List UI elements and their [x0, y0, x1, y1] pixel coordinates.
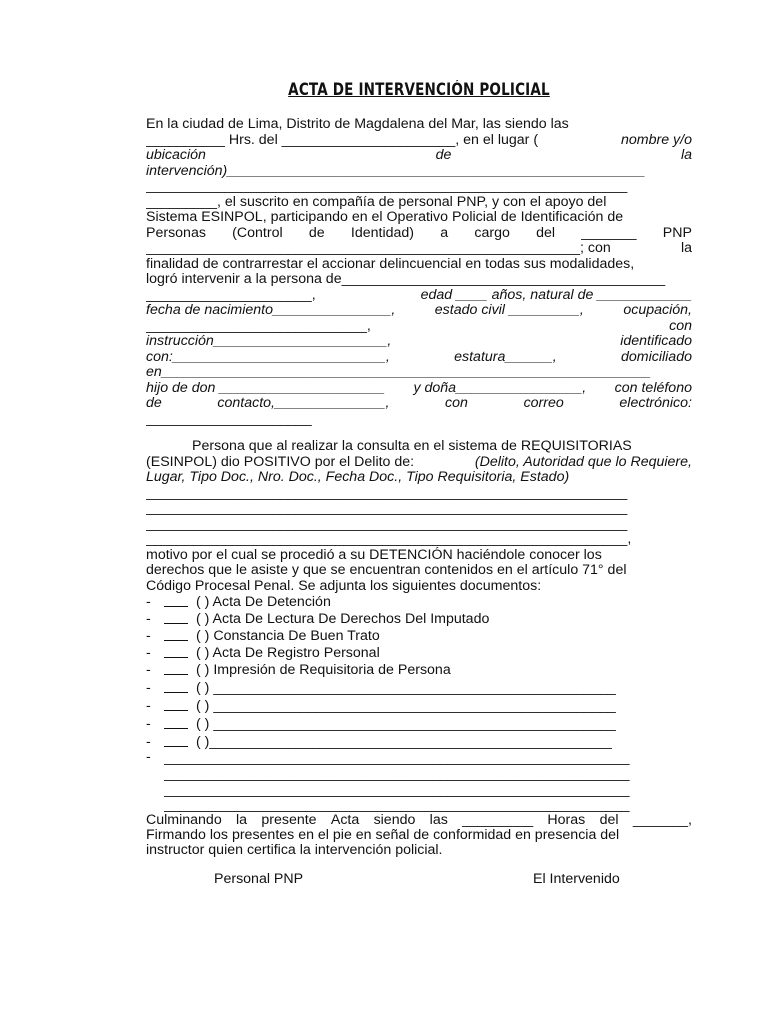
para1-line: __________ Hrs. del ______________________, en el lugar ( nombre y/o — [146, 132, 692, 148]
para1-line: ubicación de la — [146, 147, 692, 163]
para1-line: ____________________________, con — [146, 318, 692, 334]
closing-line: instructor quien certifica la intervención policial. — [146, 842, 443, 858]
signature-intervenido: El Intervenido — [533, 871, 620, 887]
check-blank[interactable] — [164, 674, 188, 675]
signature-personal-pnp: Personal PNP — [214, 871, 304, 887]
para1-line: _____________________ — [146, 411, 312, 427]
para2-line: _____________________________________________________________ — [146, 516, 628, 532]
para1-line: _______________________________________________________; con la — [146, 240, 692, 256]
para1-line: finalidad de contrarrestar el accionar delincuencial en todas sus modalidades, — [146, 256, 635, 272]
para1-line: _____________________________________________________________ — [146, 178, 628, 194]
closing-line: Culminando la presente Acta siendo las _________ Horas del _______, — [146, 812, 692, 828]
check-blank[interactable] — [164, 657, 188, 658]
para2-line: (ESINPOL) dio POSITIVO por el Delito de: (Delito, Autoridad que lo Requiere, — [146, 454, 692, 470]
check-blank[interactable] — [164, 640, 188, 641]
check-blank[interactable] — [164, 728, 188, 729]
document-title: ACTA DE INTERVENCIÓN POLICIAL — [288, 80, 550, 99]
extra-line: ___________________________________________________________ — [164, 766, 630, 782]
para1-line: En la ciudad de Lima, Distrito de Magdalena del Mar, las siendo las — [146, 116, 569, 132]
para2-line: derechos que le asiste y que se encuentran contenidos en el artículo 71° del — [146, 562, 627, 578]
para1-line: Personas (Control de Identidad) a cargo del _______ PNP — [146, 225, 692, 241]
para1-line: intervención)_____________________________________________________ — [146, 163, 646, 179]
extra-line: ___________________________________________________________ — [164, 782, 630, 798]
extra-line: ___________________________________________________________ — [164, 797, 630, 813]
para2-line: Lugar, Tipo Doc., Nro. Doc., Fecha Doc., Tipo Requisitoria, Estado) — [146, 469, 570, 485]
check-blank[interactable] — [164, 746, 188, 747]
para1-line: en______________________________________________________________ — [146, 364, 651, 380]
check-blank[interactable] — [164, 710, 188, 711]
para1-line: Sistema ESINPOL, participando en el Operativo Policial de Identificación de — [146, 209, 624, 225]
para1-line: con:___________________________, estatura______, domiciliado — [146, 349, 692, 365]
check-blank[interactable] — [164, 606, 188, 607]
para2-line: Persona que al realizar la consulta en el sistema de REQUISITORIAS — [192, 438, 632, 454]
para1-line: logró intervenir a la persona de_________________________________________ — [146, 271, 666, 287]
para1-line: _____________________, edad ____ años, natural de ____________ — [146, 287, 692, 303]
para2-line: _____________________________________________________________ — [146, 485, 628, 501]
para2-line: _____________________________________________________________, — [146, 531, 632, 547]
para2-line: motivo por el cual se procedió a su DETENCIÓN haciéndole conocer los — [146, 547, 602, 563]
para1-line: de contacto,______________, con correo electrónico: — [146, 395, 692, 411]
para1-line: instrucción______________________, identificado — [146, 333, 692, 349]
para2-line: _____________________________________________________________ — [146, 500, 628, 516]
para1-line: hijo de don _____________________ y doña________________, con teléfono — [146, 380, 692, 396]
check-blank[interactable] — [164, 623, 188, 624]
extra-line: ___________________________________________________________ — [164, 750, 630, 766]
para1-line: fecha de nacimiento_______________, estado civil _________, ocupación, — [146, 302, 692, 318]
para1-line: _________, el suscrito en compañía de personal PNP, y con el apoyo del — [146, 194, 607, 210]
check-blank[interactable] — [164, 692, 188, 693]
closing-line: Firmando los presentes en el pie en señal de conformidad en presencia del — [146, 827, 620, 843]
para2-line: Código Procesal Penal. Se adjunta los siguientes documentos: — [146, 578, 542, 594]
